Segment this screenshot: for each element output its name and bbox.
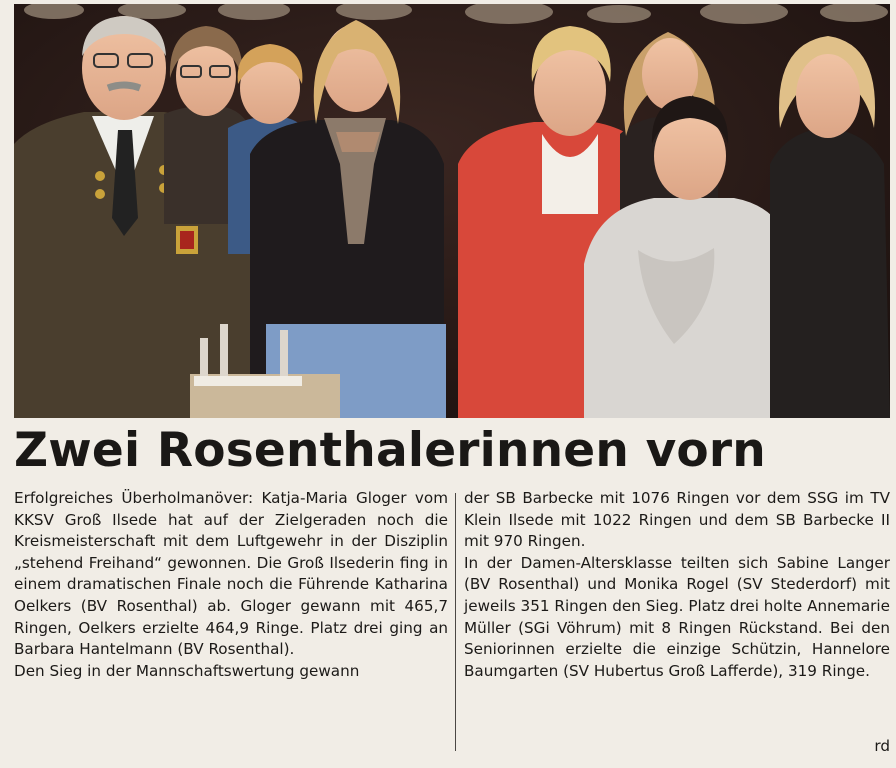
article-paragraph: Den Sieg in der Mannschaftswertung gewann — [14, 661, 360, 680]
person-woman-blonde-right — [770, 36, 890, 418]
column-divider — [455, 493, 456, 751]
headline: Zwei Rosenthalerinnen vorn — [14, 423, 766, 478]
article-paragraph: Erfolgreiches Überholmanöver: Katja-Maria Gloger vom KKSV Groß Ilsede hat auf der Zielgeraden noch die Kreismeisterschaft mit dem Luftgewehr in der Disziplin „stehend Freihand“ gewonnen. Die Groß Ilsederin fing in einem dramatischen Finale noch die Führende Katharina Oelkers (BV Rosenthal) ab. Gloger gewann mit 465,7 Ringen, Oelkers erzielte 464,9 Ringe. Platz drei ging an Barbara Hantelmann (BV Rosenthal). — [14, 489, 448, 659]
article-column-left — [14, 488, 448, 682]
article-paragraph: In der Damen-Altersklasse teilten sich Sabine Langer (BV Rosenthal) und Monika Rogel (SV Stederdorf) mit jeweils 351 Ringen den Sieg. Platz drei holte Annemarie Müller (SGi Vöhrum) mit 8 Ringen Rückstand. Bei den Seniorinnen erzielte die einzige Schützin, Hannelore Baumgarten (SV Hubertus Groß Lafferde), 319 Ringe. — [464, 553, 890, 680]
group-photo — [14, 4, 890, 418]
article-paragraph: der SB Barbecke mit 1076 Ringen vor dem SSG im TV Klein Ilsede mit 1022 Ringen und dem SB Barbecke II mit 970 Ringen. — [464, 489, 890, 551]
article-column-right — [464, 488, 890, 682]
byline: rd — [874, 737, 890, 755]
group-photo-drawing — [14, 4, 890, 418]
